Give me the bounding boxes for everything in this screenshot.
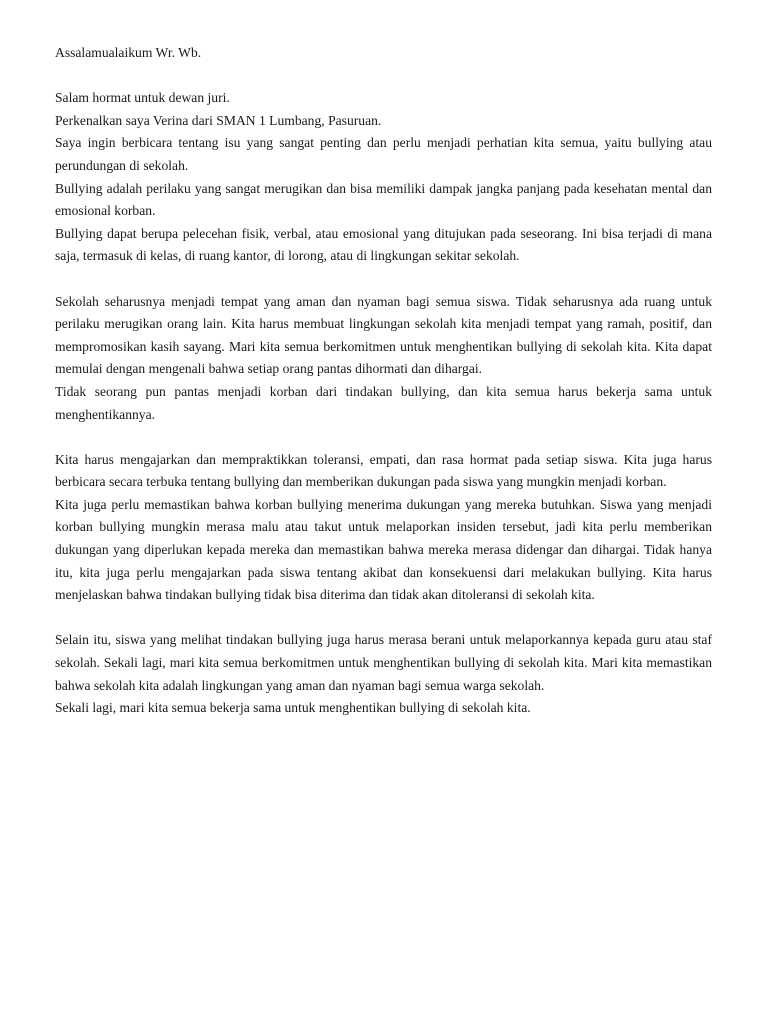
victim-support-paragraph: Kita juga perlu memastikan bahwa korban bullying menerima dukungan yang mereka butuhkan. Siswa yang menjadi korban bullying mungkin merasa malu atau takut untuk melaporkan insiden tersebut, jadi kita perlu memberikan dukungan yang diperlukan kepada mereka dan memastikan bahwa mereka merasa didengar dan dihargai. Tidak hanya itu, kita juga perlu mengajarkan pada siswa tentang akibat dan konsekuensi dari melakukan bullying. Kita harus menjelaskan bahwa tindakan bullying tidak bisa diterima dan tidak akan ditoleransi di sekolah kita. — [55, 496, 712, 603]
bullying-definition: Bullying adalah perilaku yang sangat merugikan dan bisa memiliki dampak jangka panjang pada kesehatan mental dan emosional korban. — [55, 180, 712, 219]
no-victim-paragraph: Tidak seorang pun pantas menjadi korban dari tindakan bullying, dan kita semua harus bekerja sama untuk menghentikannya. — [55, 383, 712, 422]
bullying-forms: Bullying dapat berupa pelecehan fisik, verbal, atau emosional yang ditujukan pada seseorang. Ini bisa terjadi di mana saja, termasuk di kelas, di ruang kantor, di lorong, atau di lingkungan sekitar sekolah. — [55, 225, 712, 264]
topic-statement: Saya ingin berbicara tentang isu yang sangat penting dan perlu menjadi perhatian kita semua, yaitu bullying atau perundungan di sekolah. — [55, 135, 712, 173]
tolerance-paragraph: Kita harus mengajarkan dan mempraktikkan toleransi, empati, dan rasa hormat pada setiap siswa. Kita juga harus berbicara secara terbuka tentang bullying dan memberikan dukungan pada siswa yang mungkin menjadi korban. — [55, 451, 712, 490]
bystander-paragraph: Selain itu, siswa yang melihat tindakan bullying juga harus merasa berani untuk melaporkannya kepada guru atau staf sekolah. Sekali lagi, mari kita semua berkomitmen untuk menghentikan bullying di sekolah kita. Mari kita memastikan bahwa sekolah kita adalah lingkungan yang aman dan nyaman bagi semua warga sekolah. — [55, 632, 712, 693]
greeting-line: Assalamualaikum Wr. Wb. — [55, 45, 202, 60]
closing-line: Sekali lagi, mari kita semua bekerja sama untuk menghentikan bullying di sekolah kita. — [55, 700, 531, 716]
introduction-line: Perkenalkan saya Verina dari SMAN 1 Lumbang, Pasuruan. — [55, 112, 382, 128]
paragraph-spacer — [55, 65, 712, 88]
speech-text — [55, 42, 712, 720]
paragraph-spacer — [55, 268, 712, 291]
paragraph-spacer — [55, 607, 712, 630]
safe-school-paragraph: Sekolah seharusnya menjadi tempat yang aman dan nyaman bagi semua siswa. Tidak seharusnya ada ruang untuk perilaku merugikan orang lain. Kita harus membuat lingkungan sekolah kita menjadi tempat yang ramah, positif, dan mempromosikan kasih sayang. Mari kita semua berkomitmen untuk menghentikan bullying di sekolah kita. Kita dapat memulai dengan mengenali bahwa setiap orang pantas dihormati dan dihargai. — [55, 293, 712, 377]
paragraph-spacer — [55, 426, 712, 449]
salutation-jury: Salam hormat untuk dewan juri. — [55, 90, 230, 106]
